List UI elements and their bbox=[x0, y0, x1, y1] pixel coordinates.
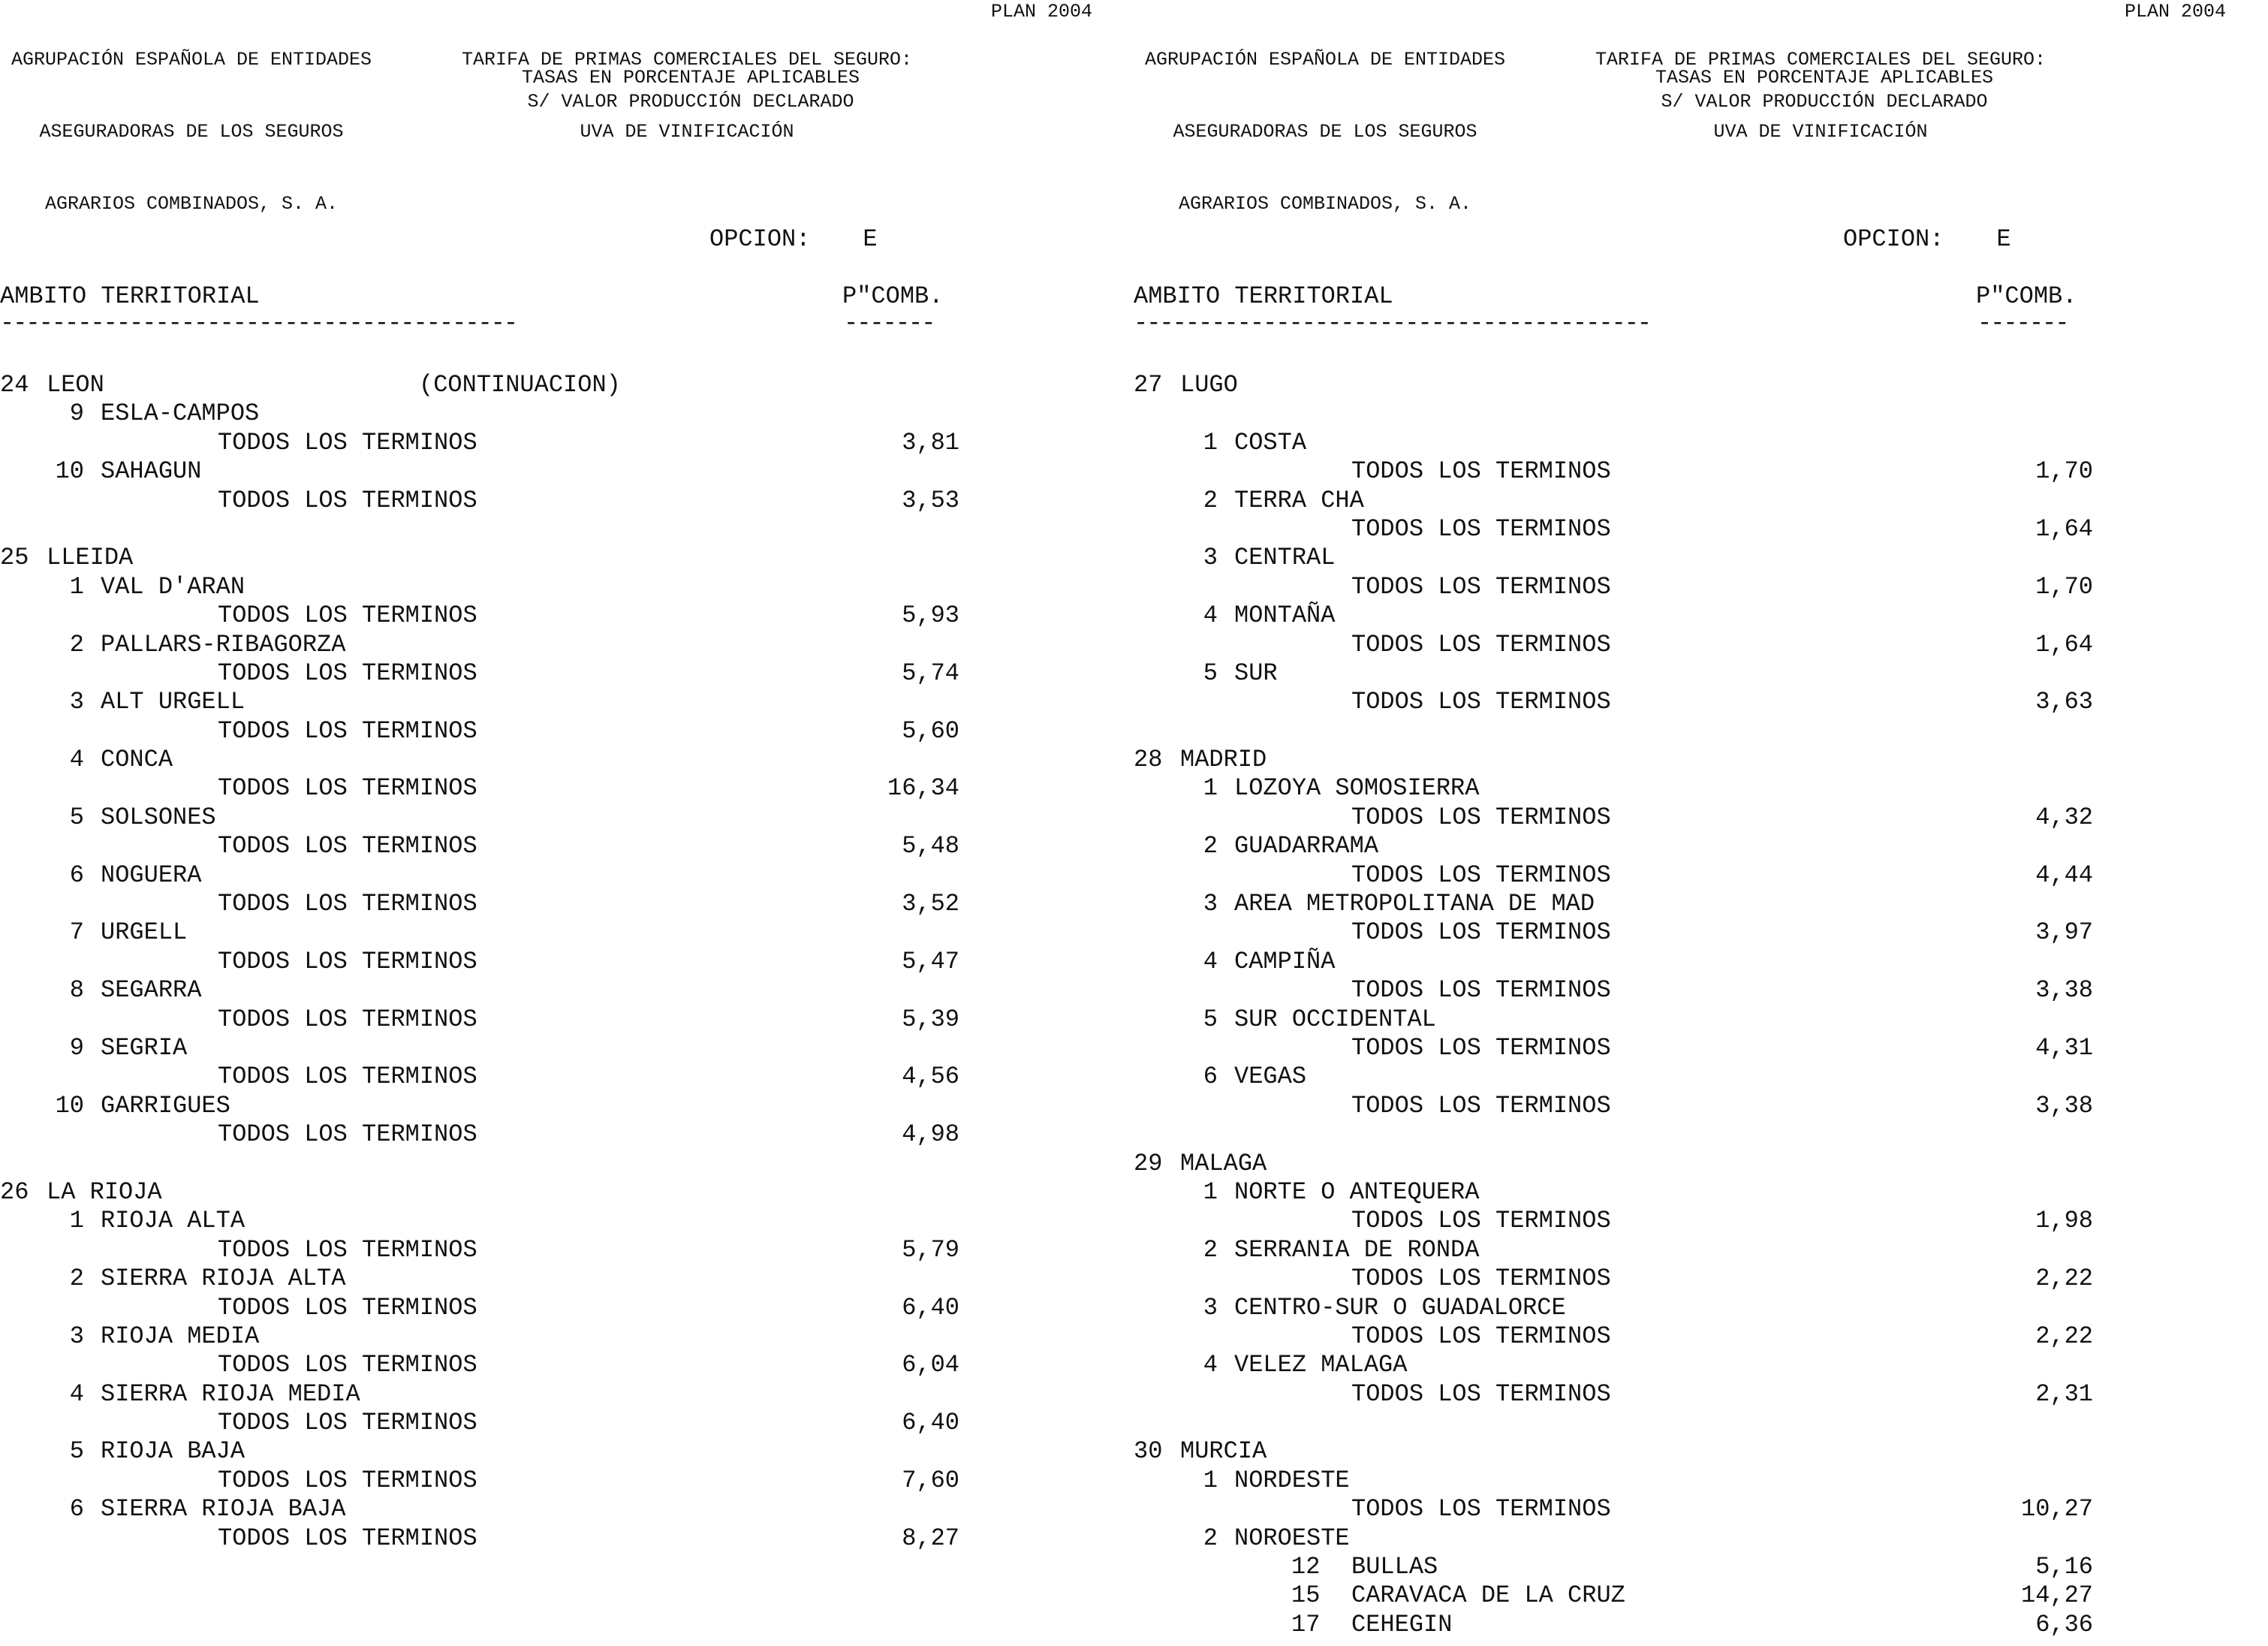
zone-name: MONTAÑA bbox=[1234, 601, 1336, 630]
rate-value: 4,32 bbox=[2035, 803, 2093, 831]
zone-code: 2 bbox=[69, 1265, 84, 1293]
province-code: 27 bbox=[1134, 371, 1163, 399]
municipality-code: 15 bbox=[1291, 1581, 1321, 1610]
org-line: AGRARIOS COMBINADOS, S. A. bbox=[1178, 193, 1472, 215]
zone-code: 3 bbox=[69, 688, 84, 716]
org-line: ASEGURADORAS DE LOS SEGUROS bbox=[39, 121, 344, 143]
opcion-label: OPCION: bbox=[1843, 225, 1944, 253]
rates-subtitle bbox=[1607, 66, 2042, 114]
column-underline: ---------------------------------------- bbox=[1134, 309, 1651, 337]
zone-name: RIOJA MEDIA bbox=[101, 1322, 260, 1350]
term-label: TODOS LOS TERMINOS bbox=[218, 1293, 477, 1322]
term-row bbox=[0, 1294, 1134, 1322]
term-row bbox=[1134, 861, 2267, 890]
term-label: TODOS LOS TERMINOS bbox=[218, 1524, 477, 1552]
zone-name: RIOJA ALTA bbox=[101, 1207, 245, 1235]
column-ambito-territorial: AMBITO TERRITORIAL bbox=[0, 282, 260, 310]
zone-row bbox=[1134, 948, 2267, 976]
opcion-line bbox=[1843, 225, 2011, 253]
zone-code: 2 bbox=[1203, 1524, 1218, 1552]
plan-label: PLAN 2004 bbox=[991, 1, 1093, 23]
term-label: TODOS LOS TERMINOS bbox=[1351, 514, 1611, 543]
province-code: 26 bbox=[0, 1177, 29, 1206]
tariff-line: TARIFA DE PRIMAS COMERCIALES DEL SEGURO: bbox=[1595, 49, 2047, 71]
zone-code: 6 bbox=[1203, 1063, 1218, 1091]
zone-name: PALLARS-RIBAGORZA bbox=[101, 630, 346, 659]
term-row bbox=[1134, 515, 2267, 544]
province-name: MALAGA bbox=[1180, 1149, 1267, 1177]
rate-value: 4,31 bbox=[2035, 1033, 2093, 1062]
term-row bbox=[0, 717, 1134, 746]
rate-value: 3,38 bbox=[2035, 1091, 2093, 1120]
term-row bbox=[0, 1120, 1134, 1149]
zone-name: SIERRA RIOJA MEDIA bbox=[101, 1379, 360, 1408]
rate-value: 2,22 bbox=[2035, 1322, 2093, 1350]
term-label: TODOS LOS TERMINOS bbox=[218, 1063, 477, 1091]
zone-name: CENTRO-SUR O GUADALORCE bbox=[1234, 1293, 1566, 1322]
term-label: TODOS LOS TERMINOS bbox=[218, 1005, 477, 1033]
zone-row bbox=[0, 976, 1134, 1005]
zone-code: 1 bbox=[69, 572, 84, 601]
rate-value: 5,39 bbox=[902, 1005, 959, 1033]
zone-name: SUR bbox=[1234, 659, 1278, 687]
term-label: TODOS LOS TERMINOS bbox=[218, 947, 477, 975]
rate-value: 5,48 bbox=[902, 832, 959, 861]
tariff-line: UVA DE VINIFICACIÓN bbox=[580, 121, 794, 143]
term-row bbox=[1134, 1265, 2267, 1293]
term-row bbox=[1134, 1207, 2267, 1235]
municipality-row bbox=[1134, 1553, 2267, 1581]
term-row bbox=[1134, 918, 2267, 947]
zone-row bbox=[0, 1207, 1134, 1235]
zone-name: URGELL bbox=[101, 918, 188, 947]
term-row bbox=[1134, 976, 2267, 1005]
rate-value: 14,27 bbox=[2020, 1581, 2093, 1610]
term-label: TODOS LOS TERMINOS bbox=[218, 832, 477, 861]
column-pcomb: P"COMB. bbox=[842, 282, 944, 310]
rate-value: 10,27 bbox=[2020, 1495, 2093, 1524]
zone-row bbox=[1134, 1063, 2267, 1091]
rate-value: 1,70 bbox=[2035, 572, 2093, 601]
rate-value: 3,63 bbox=[2035, 688, 2093, 716]
zone-name: NORDESTE bbox=[1234, 1466, 1350, 1494]
province-name: LUGO bbox=[1180, 371, 1238, 399]
municipality-code: 17 bbox=[1291, 1610, 1321, 1638]
zone-row bbox=[1134, 1236, 2267, 1265]
zone-row bbox=[0, 803, 1134, 832]
org-line: AGRUPACIÓN ESPAÑOLA DE ENTIDADES bbox=[11, 49, 372, 71]
opcion-line bbox=[709, 225, 878, 253]
zone-code: 3 bbox=[1203, 1293, 1218, 1322]
term-label: TODOS LOS TERMINOS bbox=[1351, 572, 1611, 601]
zone-code: 3 bbox=[69, 1322, 84, 1350]
term-row bbox=[0, 1351, 1134, 1379]
rate-value: 5,74 bbox=[902, 659, 959, 687]
zone-code: 4 bbox=[69, 1379, 84, 1408]
zone-name: VEGAS bbox=[1234, 1063, 1307, 1091]
blank-line bbox=[1134, 1409, 2267, 1437]
zone-row bbox=[1134, 1467, 2267, 1495]
rate-value: 3,53 bbox=[902, 486, 959, 514]
zone-name: SERRANIA DE RONDA bbox=[1234, 1235, 1480, 1264]
term-label: TODOS LOS TERMINOS bbox=[1351, 918, 1611, 947]
zone-code: 2 bbox=[1203, 486, 1218, 514]
zone-code: 2 bbox=[1203, 1235, 1218, 1264]
rate-value: 2,31 bbox=[2035, 1379, 2093, 1408]
zone-row bbox=[1134, 1178, 2267, 1207]
rate-value: 1,70 bbox=[2035, 457, 2093, 486]
zone-row bbox=[0, 861, 1134, 890]
term-row bbox=[1134, 1322, 2267, 1351]
term-label: TODOS LOS TERMINOS bbox=[218, 1409, 477, 1437]
province-name: MADRID bbox=[1180, 746, 1267, 774]
zone-row bbox=[1134, 1524, 2267, 1553]
zone-code: 4 bbox=[1203, 1351, 1218, 1379]
rate-table bbox=[0, 371, 1134, 1553]
zone-name: NOROESTE bbox=[1234, 1524, 1350, 1552]
zone-name: CONCA bbox=[101, 746, 173, 774]
continuation-note: (CONTINUACION) bbox=[419, 371, 621, 399]
zone-code: 1 bbox=[69, 1207, 84, 1235]
opcion-value: E bbox=[1996, 225, 2011, 253]
zone-name: SEGRIA bbox=[101, 1033, 188, 1062]
province-row bbox=[1134, 1150, 2267, 1178]
term-row bbox=[0, 487, 1134, 515]
term-row bbox=[0, 890, 1134, 918]
column-underline: ---------------------------------------- bbox=[0, 309, 517, 337]
zone-name: TERRA CHA bbox=[1234, 486, 1364, 514]
rate-value: 1,64 bbox=[2035, 514, 2093, 543]
zone-row bbox=[0, 1092, 1134, 1120]
zone-name: LOZOYA SOMOSIERRA bbox=[1234, 774, 1480, 803]
municipality-name: BULLAS bbox=[1351, 1553, 1438, 1581]
zone-name: VELEZ MALAGA bbox=[1234, 1351, 1408, 1379]
zone-row bbox=[0, 457, 1134, 486]
zone-row bbox=[1134, 601, 2267, 630]
rates-line: TASAS EN PORCENTAJE APLICABLES bbox=[521, 67, 860, 89]
zone-row bbox=[0, 1322, 1134, 1351]
rate-value: 1,64 bbox=[2035, 630, 2093, 659]
term-row bbox=[0, 429, 1134, 457]
term-label: TODOS LOS TERMINOS bbox=[1351, 1033, 1611, 1062]
zone-name: SUR OCCIDENTAL bbox=[1234, 1005, 1436, 1033]
rate-value: 4,56 bbox=[902, 1063, 959, 1091]
province-code: 28 bbox=[1134, 746, 1163, 774]
province-row bbox=[1134, 746, 2267, 774]
zone-row bbox=[1134, 429, 2267, 457]
zone-name: SOLSONES bbox=[101, 803, 216, 831]
org-line: ASEGURADORAS DE LOS SEGUROS bbox=[1173, 121, 1477, 143]
rate-value: 2,22 bbox=[2035, 1265, 2093, 1293]
zone-code: 9 bbox=[69, 399, 84, 428]
zone-name: NOGUERA bbox=[101, 861, 202, 889]
term-label: TODOS LOS TERMINOS bbox=[1351, 630, 1611, 659]
zone-name: SIERRA RIOJA ALTA bbox=[101, 1265, 346, 1293]
municipality-code: 12 bbox=[1291, 1553, 1321, 1581]
column-ambito-territorial: AMBITO TERRITORIAL bbox=[1134, 282, 1393, 310]
zone-code: 2 bbox=[69, 630, 84, 659]
term-row bbox=[1134, 573, 2267, 601]
term-label: TODOS LOS TERMINOS bbox=[1351, 457, 1611, 486]
term-label: TODOS LOS TERMINOS bbox=[1351, 861, 1611, 889]
term-row bbox=[1134, 1034, 2267, 1063]
term-row bbox=[0, 1063, 1134, 1091]
term-row bbox=[1134, 803, 2267, 832]
term-row bbox=[0, 1005, 1134, 1034]
zone-name: RIOJA BAJA bbox=[101, 1437, 245, 1466]
blank-line bbox=[0, 1150, 1134, 1178]
zone-row bbox=[0, 1437, 1134, 1466]
rate-value: 6,36 bbox=[2035, 1610, 2093, 1638]
zone-name: GUADARRAMA bbox=[1234, 832, 1379, 861]
org-line: AGRARIOS COMBINADOS, S. A. bbox=[44, 193, 339, 215]
tariff-line: UVA DE VINIFICACIÓN bbox=[1713, 121, 1928, 143]
zone-code: 4 bbox=[69, 746, 84, 774]
term-label: TODOS LOS TERMINOS bbox=[218, 774, 477, 803]
municipality-row bbox=[1134, 1581, 2267, 1610]
zone-code: 3 bbox=[1203, 890, 1218, 918]
term-label: TODOS LOS TERMINOS bbox=[218, 716, 477, 745]
term-row bbox=[0, 948, 1134, 976]
zone-name: CENTRAL bbox=[1234, 544, 1336, 572]
term-row bbox=[1134, 1092, 2267, 1120]
zone-code: 1 bbox=[1203, 774, 1218, 803]
term-row bbox=[1134, 457, 2267, 486]
zone-row bbox=[1134, 890, 2267, 918]
term-row bbox=[0, 1409, 1134, 1437]
province-row bbox=[0, 371, 1134, 399]
column-pcomb: P"COMB. bbox=[1976, 282, 2077, 310]
column-underline: ------- bbox=[844, 309, 935, 337]
zone-name: SEGARRA bbox=[101, 976, 202, 1005]
term-label: TODOS LOS TERMINOS bbox=[218, 1466, 477, 1494]
column-underline: ------- bbox=[1977, 309, 2068, 337]
rate-value: 7,60 bbox=[902, 1466, 959, 1494]
term-label: TODOS LOS TERMINOS bbox=[218, 1120, 477, 1149]
zone-row bbox=[1134, 1351, 2267, 1379]
rate-value: 6,40 bbox=[902, 1409, 959, 1437]
zone-row bbox=[0, 1380, 1134, 1409]
zone-code: 1 bbox=[1203, 1466, 1218, 1494]
rate-value: 5,60 bbox=[902, 716, 959, 745]
zone-row bbox=[1134, 544, 2267, 572]
zone-name: CAMPIÑA bbox=[1234, 947, 1336, 975]
term-label: TODOS LOS TERMINOS bbox=[1351, 803, 1611, 831]
zone-code: 5 bbox=[69, 803, 84, 831]
zone-row bbox=[1134, 1005, 2267, 1034]
term-row bbox=[1134, 631, 2267, 659]
term-label: TODOS LOS TERMINOS bbox=[218, 601, 477, 630]
zone-row bbox=[0, 631, 1134, 659]
province-code: 24 bbox=[0, 371, 29, 399]
rates-line: S/ VALOR PRODUCCIÓN DECLARADO bbox=[527, 91, 854, 113]
province-row bbox=[1134, 371, 2267, 399]
zone-code: 6 bbox=[69, 861, 84, 889]
blank-line bbox=[1134, 717, 2267, 746]
zone-code: 5 bbox=[1203, 659, 1218, 687]
zone-row bbox=[1134, 774, 2267, 803]
province-code: 29 bbox=[1134, 1149, 1163, 1177]
rates-line: S/ VALOR PRODUCCIÓN DECLARADO bbox=[1661, 91, 1988, 113]
term-label: TODOS LOS TERMINOS bbox=[218, 428, 477, 457]
term-label: TODOS LOS TERMINOS bbox=[1351, 1495, 1611, 1524]
rate-value: 3,81 bbox=[902, 428, 959, 457]
rate-value: 3,52 bbox=[902, 890, 959, 918]
term-row bbox=[0, 774, 1134, 803]
rate-value: 4,98 bbox=[902, 1120, 959, 1149]
zone-name: ESLA-CAMPOS bbox=[101, 399, 260, 428]
opcion-value: E bbox=[863, 225, 878, 253]
term-row bbox=[1134, 1380, 2267, 1409]
rate-value: 4,44 bbox=[2035, 861, 2093, 889]
term-label: TODOS LOS TERMINOS bbox=[218, 1351, 477, 1379]
zone-code: 5 bbox=[69, 1437, 84, 1466]
province-name: LLEIDA bbox=[47, 544, 134, 572]
org-header bbox=[0, 0, 383, 264]
zone-code: 3 bbox=[1203, 544, 1218, 572]
term-label: TODOS LOS TERMINOS bbox=[1351, 688, 1611, 716]
zone-name: AREA METROPOLITANA DE MAD bbox=[1234, 890, 1595, 918]
zone-row bbox=[1134, 659, 2267, 688]
zone-row bbox=[0, 1034, 1134, 1063]
term-row bbox=[0, 601, 1134, 630]
zone-row bbox=[1134, 487, 2267, 515]
blank-line bbox=[1134, 399, 2267, 428]
province-name: LEON bbox=[47, 371, 104, 399]
right-page bbox=[1134, 0, 2268, 1646]
blank-line bbox=[0, 515, 1134, 544]
zone-row bbox=[0, 573, 1134, 601]
zone-code: 10 bbox=[55, 457, 84, 486]
zone-row bbox=[0, 1495, 1134, 1524]
rate-value: 5,93 bbox=[902, 601, 959, 630]
zone-row bbox=[0, 1265, 1134, 1293]
zone-code: 1 bbox=[1203, 1177, 1218, 1206]
term-label: TODOS LOS TERMINOS bbox=[218, 659, 477, 687]
zone-code: 7 bbox=[69, 918, 84, 947]
zone-name: GARRIGUES bbox=[101, 1091, 230, 1120]
term-label: TODOS LOS TERMINOS bbox=[218, 890, 477, 918]
blank-line bbox=[1134, 1120, 2267, 1149]
term-label: TODOS LOS TERMINOS bbox=[218, 1235, 477, 1264]
zone-code: 4 bbox=[1203, 601, 1218, 630]
zone-code: 10 bbox=[55, 1091, 84, 1120]
zone-row bbox=[1134, 832, 2267, 861]
rate-value: 5,47 bbox=[902, 947, 959, 975]
province-name: MURCIA bbox=[1180, 1437, 1267, 1466]
zone-name: ALT URGELL bbox=[101, 688, 245, 716]
term-row bbox=[1134, 688, 2267, 716]
zone-code: 8 bbox=[69, 976, 84, 1005]
zone-name: SIERRA RIOJA BAJA bbox=[101, 1495, 346, 1524]
term-label: TODOS LOS TERMINOS bbox=[1351, 1379, 1611, 1408]
opcion-label: OPCION: bbox=[709, 225, 811, 253]
zone-name: SAHAGUN bbox=[101, 457, 202, 486]
rate-value: 8,27 bbox=[902, 1524, 959, 1552]
rate-value: 1,98 bbox=[2035, 1207, 2093, 1235]
zone-code: 6 bbox=[69, 1495, 84, 1524]
rate-value: 6,40 bbox=[902, 1293, 959, 1322]
zone-name: COSTA bbox=[1234, 428, 1307, 457]
zone-row bbox=[1134, 1294, 2267, 1322]
province-row bbox=[0, 1178, 1134, 1207]
rates-subtitle bbox=[473, 66, 908, 114]
zone-code: 9 bbox=[69, 1033, 84, 1062]
province-code: 30 bbox=[1134, 1437, 1163, 1466]
term-row bbox=[1134, 1495, 2267, 1524]
municipality-name: CEHEGIN bbox=[1351, 1610, 1453, 1638]
plan-label: PLAN 2004 bbox=[2125, 1, 2227, 23]
rate-value: 3,38 bbox=[2035, 976, 2093, 1005]
rate-value: 5,16 bbox=[2035, 1553, 2093, 1581]
term-label: TODOS LOS TERMINOS bbox=[1351, 1091, 1611, 1120]
rate-value: 5,79 bbox=[902, 1235, 959, 1264]
term-label: TODOS LOS TERMINOS bbox=[1351, 1265, 1611, 1293]
term-label: TODOS LOS TERMINOS bbox=[1351, 1322, 1611, 1350]
zone-row bbox=[0, 688, 1134, 716]
term-row bbox=[0, 659, 1134, 688]
province-row bbox=[0, 544, 1134, 572]
municipality-name: CARAVACA DE LA CRUZ bbox=[1351, 1581, 1625, 1610]
zone-name: NORTE O ANTEQUERA bbox=[1234, 1177, 1480, 1206]
tariff-line: TARIFA DE PRIMAS COMERCIALES DEL SEGURO: bbox=[461, 49, 913, 71]
term-label: TODOS LOS TERMINOS bbox=[218, 486, 477, 514]
zone-code: 4 bbox=[1203, 947, 1218, 975]
org-line: AGRUPACIÓN ESPAÑOLA DE ENTIDADES bbox=[1144, 49, 1506, 71]
province-name: LA RIOJA bbox=[47, 1177, 162, 1206]
rate-value: 16,34 bbox=[887, 774, 959, 803]
zone-code: 5 bbox=[1203, 1005, 1218, 1033]
zone-row bbox=[0, 918, 1134, 947]
rate-value: 6,04 bbox=[902, 1351, 959, 1379]
province-code: 25 bbox=[0, 544, 29, 572]
zone-row bbox=[0, 399, 1134, 428]
municipality-row bbox=[1134, 1611, 2267, 1639]
term-row bbox=[0, 1524, 1134, 1553]
zone-name: VAL D'ARAN bbox=[101, 572, 245, 601]
term-row bbox=[0, 1236, 1134, 1265]
zone-row bbox=[0, 746, 1134, 774]
org-header bbox=[1134, 0, 1517, 264]
zone-code: 1 bbox=[1203, 428, 1218, 457]
zone-code: 2 bbox=[1203, 832, 1218, 861]
term-label: TODOS LOS TERMINOS bbox=[1351, 1207, 1611, 1235]
rate-table bbox=[1134, 371, 2267, 1639]
term-label: TODOS LOS TERMINOS bbox=[1351, 976, 1611, 1005]
term-row bbox=[0, 1467, 1134, 1495]
province-row bbox=[1134, 1437, 2267, 1466]
rate-value: 3,97 bbox=[2035, 918, 2093, 947]
term-row bbox=[0, 832, 1134, 861]
rates-line: TASAS EN PORCENTAJE APLICABLES bbox=[1655, 67, 1994, 89]
